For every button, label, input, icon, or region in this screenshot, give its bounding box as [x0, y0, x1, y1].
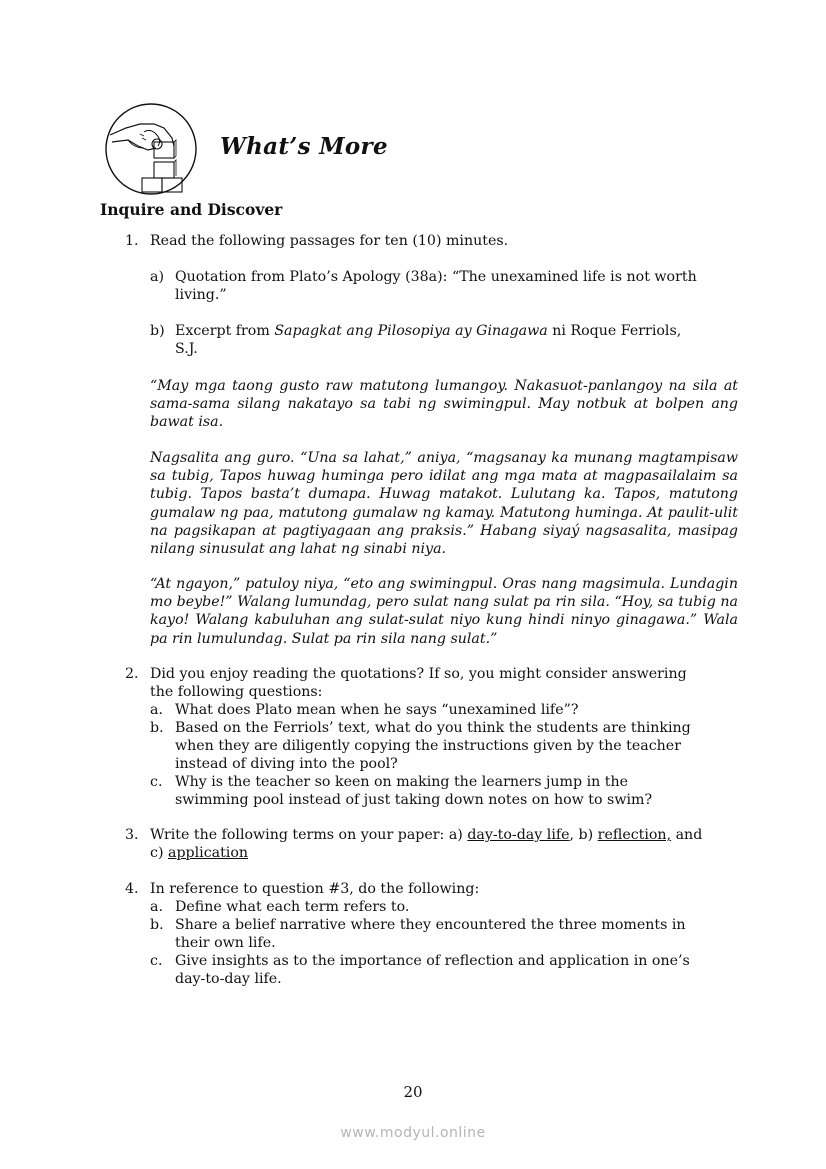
subitem-label: c.	[150, 953, 163, 969]
watermark: www.modyul.online	[340, 1125, 486, 1141]
list-item-2	[125, 665, 745, 809]
page-number: 20	[403, 1083, 423, 1101]
text-separator: and	[671, 827, 703, 843]
subitem-2c	[150, 773, 745, 809]
hand-stacking-blocks-icon	[104, 102, 198, 196]
subitem-4a	[150, 898, 745, 916]
subitem-text: when they are diligently copying the instructions given by the teacher	[175, 738, 681, 754]
text-prefix: Write the following terms on your paper: a)	[150, 827, 468, 843]
item-text: Read the following passages for ten (10) minutes.	[150, 233, 509, 249]
term-reflection: reflection,	[597, 827, 672, 843]
item-text: the following questions:	[150, 684, 323, 700]
book-title: Sapagkat ang Pilosopiya ay Ginagawa	[274, 323, 548, 339]
text-suffix: ni Roque Ferriols,	[547, 323, 682, 339]
subitem-text: their own life.	[175, 935, 276, 951]
subitem-text: Quotation from Plato’s Apology (38a): “The unexamined life is not worth	[175, 269, 697, 285]
subitem-text: S.J.	[175, 341, 198, 357]
subitem-label: a.	[150, 702, 163, 718]
item-number: 2.	[125, 666, 139, 682]
subitem-text: Why is the teacher so keen on making the learners jump in the	[175, 774, 629, 790]
list-item-3	[125, 826, 745, 862]
subitem-1a	[150, 268, 750, 304]
text-prefix: Excerpt from	[175, 323, 275, 339]
subitem-label: b)	[150, 323, 165, 339]
subitem-text: swimming pool instead of just taking down notes on how to swim?	[175, 792, 653, 808]
subitem-text: Give insights as to the importance of reflection and application in one’s	[175, 953, 690, 969]
subitem-2a	[150, 701, 745, 719]
item-text	[150, 826, 745, 844]
subitem-text: Based on the Ferriols’ text, what do you think the students are thinking	[175, 720, 691, 736]
item-text	[150, 844, 745, 862]
excerpt-paragraph-2: Nagsalita ang guro. “Una sa lahat,” aniya, “magsanay ka munang magtampisaw sa tubig, Tapos huwag huminga pero idilat ang mga mata at magpasailalaim sa tubig. Tapos basta’t dumapa. Huwag matakot. Lulutang ka. Tapos, matutong gumalaw ng paa, matutong gumalaw ng kamay. Matutong huminga. At paulit-ulit na pagsikapan at pagtiyagaan ang praksis.” Habang siyaý nagsasalita, masipag nilang sinusulat ang lahat ng sinabi niya.	[150, 450, 738, 558]
text-separator: , b)	[569, 827, 598, 843]
subitem-label: c.	[150, 774, 163, 790]
item-text: In reference to question #3, do the following:	[150, 881, 480, 897]
subitem-2b	[150, 719, 745, 773]
subitem-text: living.”	[175, 287, 227, 303]
subitem-label: b.	[150, 917, 164, 933]
subitem-text: Share a belief narrative where they encountered the three moments in	[175, 917, 686, 933]
subitem-text: day-to-day life.	[175, 971, 282, 987]
text-prefix: c)	[150, 845, 168, 861]
item-number: 1.	[125, 233, 139, 249]
excerpt-paragraph-3: “At ngayon,” patuloy niya, “eto ang swimingpul. Oras nang magsimula. Lundagin mo beybe!” Walang lumundag, pero sulat nang sulat pa rin sila. “Hoy, sa tubig na kayo! Walang kabuluhan ang sulat-sulat niyo kung hindi ninyo ginagawa.” Wala pa rin lumulundag. Sulat pa rin sila nang sulat.”	[150, 576, 738, 647]
list-item-1	[125, 232, 745, 250]
section-title: What’s More	[220, 133, 388, 160]
subitem-text: instead of diving into the pool?	[175, 756, 398, 772]
subitem-text: Define what each term refers to.	[175, 899, 410, 915]
subitem-4b	[150, 916, 745, 952]
item-text: Did you enjoy reading the quotations? If so, you might consider answering	[150, 666, 687, 682]
subitem-label: a)	[150, 269, 164, 285]
subitem-1b	[150, 322, 750, 358]
term-day-to-day-life: day-to-day life	[467, 827, 570, 843]
term-application: application	[168, 845, 249, 861]
subheading: Inquire and Discover	[100, 200, 283, 219]
subitem-label: a.	[150, 899, 163, 915]
subitem-4c	[150, 952, 745, 988]
item-number: 4.	[125, 881, 139, 897]
excerpt-paragraph-1: “May mga taong gusto raw matutong lumangoy. Nakasuot-panlangoy na sila at sama-sama silang nakatayo sa tabi ng swimingpul. May notbuk at bolpen ang bawat isa.	[150, 378, 738, 431]
item-number: 3.	[125, 827, 139, 843]
subitem-text: What does Plato mean when he says “unexamined life”?	[175, 702, 579, 718]
list-item-4	[125, 880, 745, 988]
subitem-label: b.	[150, 720, 164, 736]
subitem-text	[175, 322, 750, 340]
